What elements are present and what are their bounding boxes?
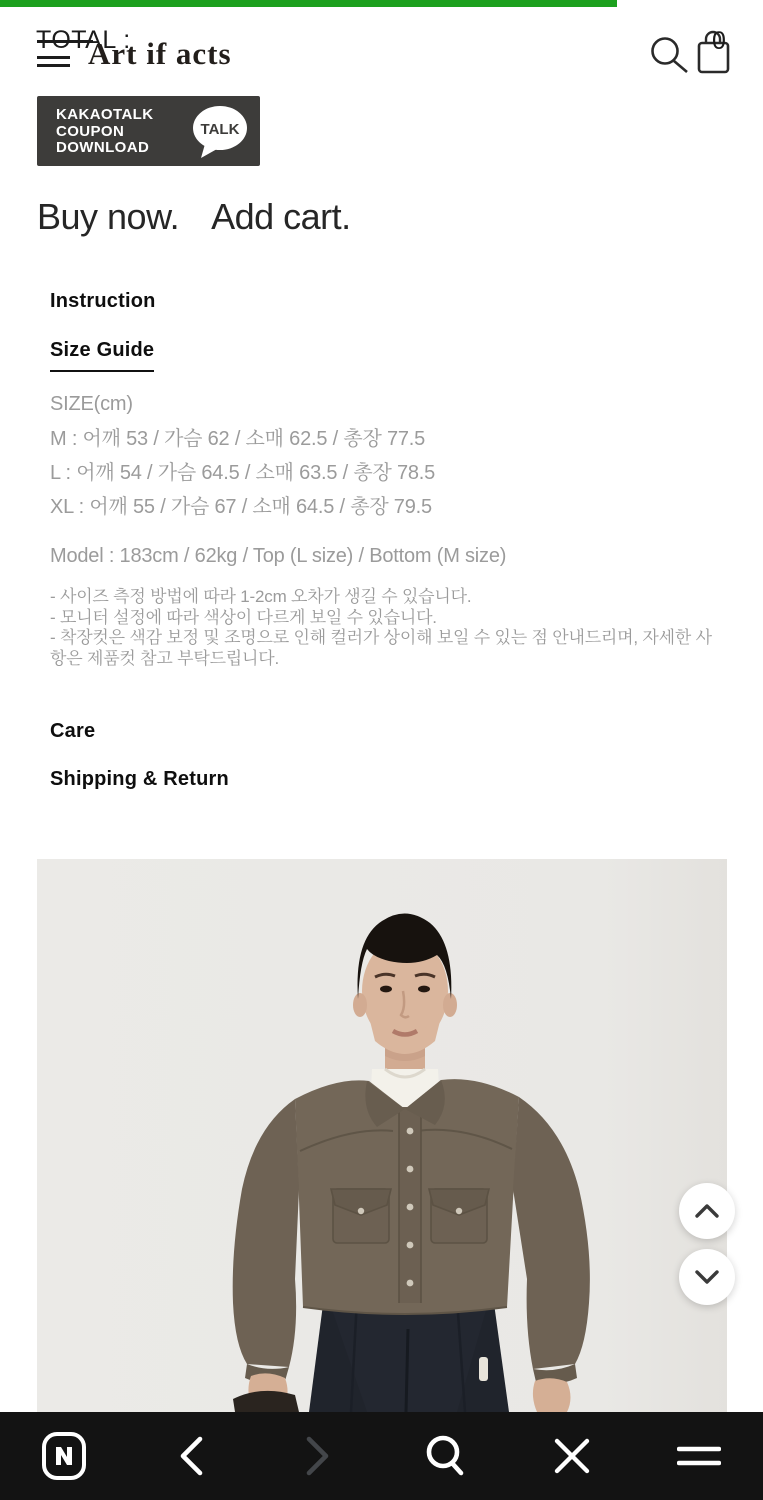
search-toolbar-button[interactable] [419,1430,471,1482]
menu-icon [677,1443,721,1469]
scroll-down-button[interactable] [679,1249,735,1305]
buy-now-button[interactable]: Buy now. [37,196,180,237]
accordion-instruction[interactable]: Instruction [50,290,156,312]
scroll-up-button[interactable] [679,1183,735,1239]
close-icon [553,1437,591,1475]
menu-icon-line [37,64,70,67]
chevron-right-icon [305,1436,331,1476]
naver-logo-icon [41,1431,87,1481]
kakao-banner-text: KAKAOTALK COUPON DOWNLOAD [56,106,154,156]
naver-app-button[interactable] [38,1430,90,1482]
size-guide-notes [50,587,718,669]
back-button[interactable] [165,1430,217,1482]
kakaotalk-bubble-icon [189,103,251,161]
svg-text:TALK: TALK [200,121,240,138]
chevron-left-icon [178,1436,204,1476]
cart-count-badge: 0 [712,27,726,55]
size-row-xl: XL : 어깨 55 / 가슴 67 / 소매 64.5 / 총장 79.5 [50,495,432,518]
add-cart-button[interactable]: Add cart. [211,196,351,237]
browser-toolbar [0,1412,763,1500]
product-photo [37,859,727,1412]
cart-total-label: TOTAL : [36,26,131,54]
size-row-m: M : 어깨 53 / 가슴 62 / 소매 62.5 / 총장 77.5 [50,428,426,450]
note-line: - 모니터 설정에 따라 색상이 다르게 보일 수 있습니다. [50,607,437,627]
accordion-size-guide[interactable]: Size Guide [50,339,154,372]
close-tab-button[interactable] [546,1430,598,1482]
page-load-progress-bar [0,0,617,7]
note-line: - 착장컷은 색감 보정 및 조명으로 인해 컬러가 상이해 보일 수 있는 점 안내드리며, 자세한 사항은 제품컷 참고 부탁드립니다. [50,628,712,668]
size-row-l: L : 어깨 54 / 가슴 64.5 / 소매 63.5 / 총장 78.5 [50,461,436,484]
accordion-care[interactable]: Care [50,720,96,742]
menu-icon-line [37,56,70,59]
toolbar-menu-button[interactable] [673,1430,725,1482]
chevron-down-icon [694,1269,720,1285]
chevron-up-icon [694,1203,720,1219]
search-icon [424,1434,466,1478]
forward-button[interactable] [292,1430,344,1482]
search-icon[interactable] [646,34,692,76]
size-guide-content [50,391,435,524]
accordion-shipping-return[interactable]: Shipping & Return [50,768,229,790]
model-info: Model : 183cm / 62kg / Top (L size) / Bottom (M size) [50,545,507,567]
size-heading: SIZE(cm) [50,393,133,415]
brand-logo[interactable]: Art if acts [88,36,232,71]
model-photo-illustration [37,859,727,1412]
note-line: - 사이즈 측정 방법에 따라 1-2cm 오차가 생길 수 있습니다. [50,587,472,606]
purchase-actions [37,196,351,238]
kakao-coupon-banner[interactable] [37,96,260,166]
